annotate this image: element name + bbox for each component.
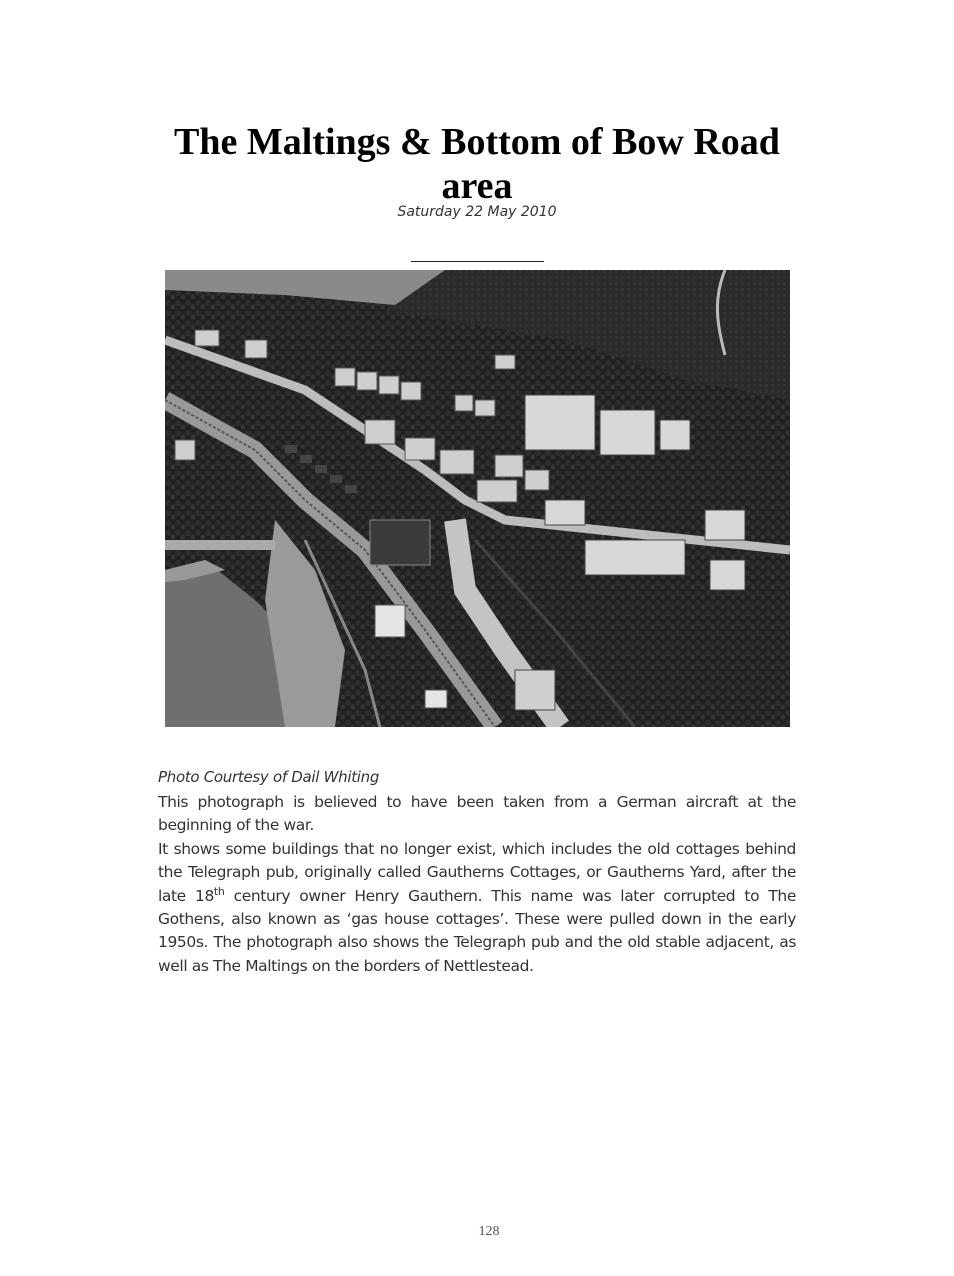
paragraph-2	[158, 838, 796, 978]
paragraph-2-text-b: century owner Henry Gauthern. This name was later corrupted to The Gothens, also known as ‘gas house cottages’. These were pulled down in the early 1950s. The photograph also shows the Telegraph pub and the old stable adjacent, as well as The Maltings on the borders of Nettlestead.	[158, 886, 796, 975]
article-date: Saturday 22 May 2010	[397, 204, 557, 220]
aerial-photo-illustration	[165, 270, 790, 727]
ordinal-suffix: th	[213, 884, 225, 898]
photo-credit: Photo Courtesy of Dail Whiting	[158, 768, 380, 786]
page-title: The Maltings & Bottom of Bow Road area	[174, 121, 780, 207]
paragraph-2-text-a: It shows some buildings that no longer exist, which includes the old cottages behind the Telegraph pub, originally called Gautherns Cottages, or Gautherns Yard, after the late 18	[158, 839, 796, 905]
paragraph-1: This photograph is believed to have been taken from a German aircraft at the beginning of the war.	[158, 793, 796, 835]
article-body	[158, 791, 796, 978]
aerial-photograph	[165, 270, 790, 727]
page-number: 128	[478, 1224, 500, 1239]
divider	[411, 261, 544, 262]
